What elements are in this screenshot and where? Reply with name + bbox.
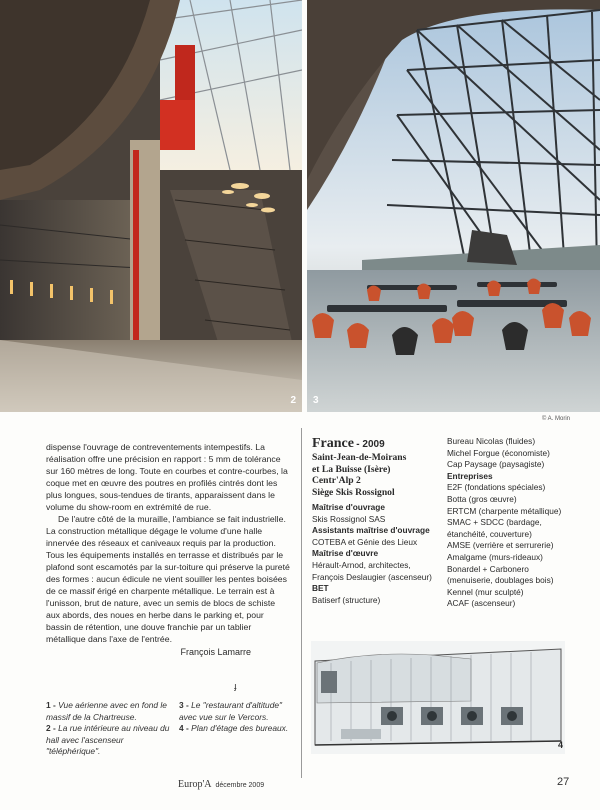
project-title: Saint-Jean-de-Moirans et La Buisse (Isère) Centr'Alp 2 Siège Skis Rossignol xyxy=(312,452,407,498)
project-sheet-right xyxy=(447,436,567,610)
country: France xyxy=(312,436,354,451)
photo-number: 3 xyxy=(313,395,319,406)
heading: Maîtrise d'œuvre xyxy=(312,548,379,559)
value: Hérault-Arnod, architectes, xyxy=(312,559,411,570)
footer xyxy=(178,779,264,790)
value: COTEBA et Génie des Lieux xyxy=(312,536,418,547)
project-sheet xyxy=(312,436,442,606)
author: François Lamarre xyxy=(180,647,251,657)
value: François Deslaugier (ascenseur) xyxy=(312,571,432,582)
value: Michel Forgue (économiste) xyxy=(447,447,550,458)
floor-plan xyxy=(311,641,565,754)
magazine-name: Europ'A xyxy=(178,779,212,790)
value: SMAC + SDCC (bardage, étanchéité, couverture) xyxy=(447,517,542,539)
photo-credit: © A. Morin xyxy=(541,416,570,422)
year: - 2009 xyxy=(356,439,385,450)
photo-restaurant xyxy=(307,0,600,412)
issue-date: décembre 2009 xyxy=(215,782,265,789)
value: Amalgame (murs-rideaux) xyxy=(447,551,543,562)
caption-item: 4 - Plan d'étage des bureaux. xyxy=(179,723,289,733)
heading: BET xyxy=(312,583,329,594)
value: Cap Paysage (paysagiste) xyxy=(447,459,545,470)
value: ERTCM (charpente métallique) xyxy=(447,505,562,516)
column-divider xyxy=(301,428,302,778)
value: ACAF (ascenseur) xyxy=(447,598,516,609)
captions-right xyxy=(179,700,299,735)
captions-left xyxy=(46,700,174,758)
value: Bureau Nicolas (fluides) xyxy=(447,436,536,446)
paragraph: dispense l'ouvrage de contreventements intempestifs. La réalisation offre une précision en rapport : 5 mm de tolérance sur 160 mètres de long. Toute en courbes et contre-courbes, la coque met en œuvre des poutres en profilés cintrés dont les plus longues, sous-tendues de tirants, apparaissent dans le volume du show-room en extrémité de rue. xyxy=(46,442,288,512)
value: AMSE (verrière et serrurerie) xyxy=(447,540,554,551)
caption-item: 3 - Le "restaurant d'altitude" avec vue sur le Vercors. xyxy=(179,700,282,722)
page-number: 27 xyxy=(557,776,570,788)
value: Skis Rossignol SAS xyxy=(312,513,386,524)
photo-number: 2 xyxy=(290,395,296,406)
heading: Maîtrise d'ouvrage xyxy=(312,502,385,512)
photo-interior-street xyxy=(0,0,302,412)
paragraph: De l'autre côté de la muraille, l'ambiance se fait industrielle. La construction métallique dégage le volume d'une halle innervée des réseaux et caniveaux requis par la production. Tous les équipements installés en terrasse et distribués par le plafond sont escamotés par la sur-toiture qui préserve la pureté des formes : aucun édicule ne vient souiller les pentes boisées de ce massif érigé en charpente métallique. Le terrain est à l'unisson, brut de nature, avec un semis de blocs de schiste aux abords, des noues en herbe dans le parking et, pour bassin de rétention, une douve franchie par un tablier métallique dans l'axe de l'entrée. xyxy=(46,514,290,644)
end-mark: ɟ xyxy=(234,681,237,691)
caption-item: 2 - La rue intérieure au niveau du hall avec l'ascenseur "téléphérique". xyxy=(46,723,170,756)
value: Batiserf (structure) xyxy=(312,594,381,605)
heading: Assistants maîtrise d'ouvrage xyxy=(312,525,430,536)
value: Bonardel + Carbonero (menuiserie, doublages bois) xyxy=(447,563,554,586)
plan-number: 4 xyxy=(558,740,564,750)
caption-item: 1 - Vue aérienne avec en fond le massif de la Chartreuse. xyxy=(46,700,167,722)
value: Botta (gros œuvre) xyxy=(447,493,517,504)
article-body xyxy=(46,441,291,658)
value: Kennel (mur sculpté) xyxy=(447,586,524,597)
heading: Entreprises xyxy=(447,470,493,481)
value: E2F (fondations spéciales) xyxy=(447,482,546,493)
